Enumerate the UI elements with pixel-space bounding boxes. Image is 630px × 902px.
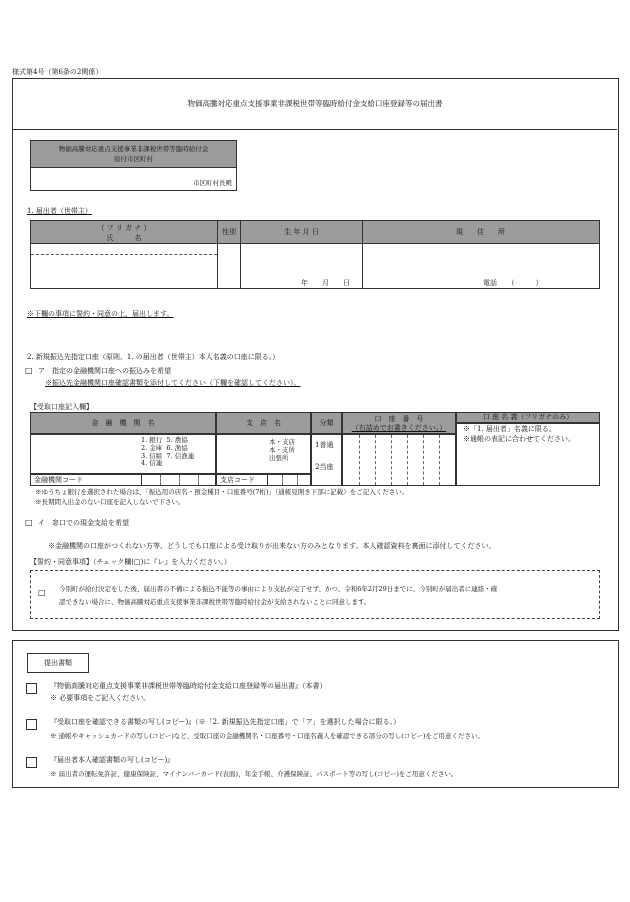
holder-note-1: ※「1. 届出者」名義に限る。 [463, 425, 556, 433]
pledge-text-2: 認できない場合に、物価高騰対応重点支援事業非課税世帯等臨時給付金が支給されないことに同意します。 [59, 598, 371, 606]
option-a-note: ※振込先金融機関口座確認書類を添付してください（下欄を確認してください）。 [45, 379, 301, 387]
recipient-line1: 物価高騰対応重点支援事業非課税世帯等臨時給付金 [58, 145, 209, 153]
bank-code-row [30, 474, 216, 486]
long-unused-note: ※長期間入出金のない口座を記入しないで下さい。 [35, 498, 185, 506]
branch-code-row [216, 474, 311, 486]
yucho-note: ※ゆうちょ銀行を選択された場合は、「振込用の店名・預金種目・口座番号(7桁)」（通帳見開き下部に記載）をご記入ください。 [35, 488, 409, 496]
bank-type-5: 5. 農協 [166, 436, 188, 444]
doc-2-note: ※ 通帳やキャッシュカードの写し(コピー)など、受取口座の金融機関名・口座番号・口座名義人を確認できる部分の写し(コピー)をご用意ください。 [50, 732, 485, 740]
branch-name-input[interactable] [216, 434, 311, 474]
bank-name-header: 金 融 機 関 名 [30, 412, 216, 434]
doc-1-checkbox[interactable] [26, 683, 37, 694]
bank-name-input[interactable] [30, 434, 216, 474]
doc-1-title: 『物価高騰対応重点支援事業非課税世帯等臨時給付金支給口座登録等の届出書』（本書） [50, 682, 327, 690]
sex-header: 性別 [222, 227, 236, 236]
name-input-area[interactable] [31, 258, 217, 288]
mayor-label: 市区町村長殿 [193, 179, 232, 187]
option-i-note: ※金融機関の口座がつくれない方等、どうしても口座による受け取りが出来ない方のみとなります。本人確認資料を裏面に添付してください。 [48, 542, 496, 550]
account-table [30, 412, 600, 486]
pledge-text-1: 今別町が給付決定をした後、届出書の不備による振込不能等の事由により支払が完了せず、かつ、令和6年2月29日までに、今別町が届出者に連絡・確 [59, 585, 498, 593]
name-header: 氏 名 [106, 234, 142, 242]
class-header: 分類 [311, 412, 342, 434]
bank-type-6: 6. 漁協 [166, 443, 188, 452]
agree-note: ※下欄の事項に誓約・同意の上、届出します。 [27, 310, 174, 318]
branch-type-sub: 本・支所 [269, 445, 295, 454]
class-normal: 1普通 [315, 441, 334, 449]
recipient-box [30, 140, 237, 191]
doc-2-title: 『受取口座を確認できる書類の写し(コピー)』（※「2. 新規振込先指定口座」で「ア」を選択した場合に限る。） [50, 718, 401, 726]
option-i-label: イ 窓口での現金支給を希望 [38, 519, 129, 527]
section1-heading: 1. 届出者（世帯主） [27, 207, 92, 215]
doc-1-note: ※ 必要事項をご記入ください。 [50, 694, 151, 702]
doc-3-note: ※ 届出者の運転免許証、健康保険証、マイナンバーカード(表面)、年金手帳、介護保険証、パスポート等の写し(コピー)をご用意ください。 [50, 770, 458, 778]
bank-type-7: 7. 信漁連 [166, 451, 195, 460]
doc-3-title: 『届出者本人確認書類の写し(コピー)』 [50, 756, 175, 764]
doc-2-checkbox[interactable] [26, 719, 37, 730]
bank-type-2: 2. 金庫 [141, 443, 163, 452]
doc-3-checkbox[interactable] [26, 757, 37, 768]
recipient-line2: 給付市区町村 [114, 155, 153, 163]
form-number: 様式第4号（第6条の2関係） [12, 68, 103, 76]
branch-type-office: 出張所 [269, 453, 289, 462]
documents-title-box [27, 653, 89, 673]
birth-header: 生 年 月 日 [284, 227, 319, 236]
form-title: 物価高騰対応重点支援事業非課税世帯等臨時給付金支給口座登録等の届出書 [13, 79, 617, 130]
pledge-title: 【誓約・同意事項】（チェック欄(□)に『レ』を入力ください。） [30, 558, 231, 566]
address-header: 現 住 所 [456, 227, 505, 236]
account-table-title: 【受取口座記入欄】 [30, 403, 93, 411]
option-a-label: ア 指定の金融機関口座への振込みを希望 [38, 367, 171, 375]
class-cell[interactable] [311, 434, 342, 486]
furigana-header: （ フ リ ガ ナ ） [97, 224, 151, 232]
documents-frame [12, 640, 619, 788]
phone-field[interactable]: 電話 （ ） [483, 279, 543, 287]
branch-code-label: 支店コード [220, 476, 255, 484]
account-number-header [342, 412, 456, 434]
documents-title: 提出書類 [44, 658, 72, 667]
account-number-input[interactable] [342, 434, 456, 486]
option-i-checkbox[interactable]: □ [25, 518, 33, 527]
pledge-box [30, 570, 600, 619]
account-holder-cell[interactable] [456, 423, 600, 486]
pledge-checkbox[interactable]: □ [38, 588, 46, 597]
holder-note-2: ※通帳の表記に合わせてください。 [463, 434, 575, 443]
applicant-table [30, 220, 600, 289]
bank-code-label: 金融機関コード [34, 476, 83, 484]
branch-name-header: 支 店 名 [216, 412, 311, 434]
branch-type-main: 本・支店 [269, 438, 295, 446]
bank-type-4: 4. 信連 [141, 459, 163, 468]
account-number-note: （右詰めでお書きください。） [351, 423, 447, 432]
section2-heading: 2. 新規振込先指定口座（原則、1. の届出者（世帯主）本人名義の口座に限る。） [27, 353, 280, 361]
option-a-checkbox[interactable]: □ [25, 366, 33, 375]
account-holder-header: 口 座 名 義（フリガナのみ） [456, 412, 600, 423]
class-current: 2当座 [315, 463, 334, 471]
birth-ymd[interactable]: 年 月 日 [301, 279, 350, 287]
account-number-label: 口 座 番 号 [374, 415, 424, 423]
bank-type-3: 3. 信組 [141, 451, 163, 460]
bank-type-1: 1. 銀行 [141, 436, 163, 444]
